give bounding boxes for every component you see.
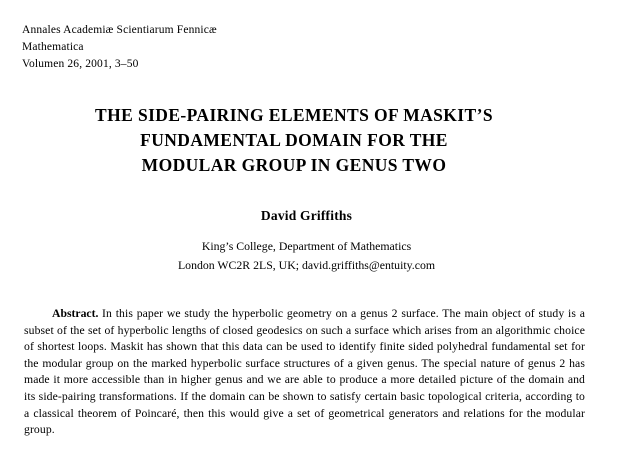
author-affiliation — [22, 237, 591, 275]
abstract-section — [22, 306, 591, 439]
affiliation-line-2: London WC2R 2LS, UK; david.griffiths@entuity.com — [177, 258, 436, 272]
page-title — [22, 103, 591, 178]
journal-volume-line: Volumen 26, 2001, 3–50 — [22, 58, 139, 70]
abstract-label: Abstract. — [52, 307, 99, 320]
journal-name-line-1: Annales Academiæ Scientiarum Fennicæ — [22, 24, 217, 36]
title-line-2: FUNDAMENTAL DOMAIN FOR THE — [140, 130, 448, 150]
title-line-1: THE SIDE-PAIRING ELEMENTS OF MASKIT’S — [95, 105, 493, 125]
journal-header — [22, 22, 591, 73]
author-name: David Griffiths — [260, 208, 353, 223]
abstract-text: In this paper we study the hyperbolic geometry on a genus 2 surface. The main object of study is a subset of the set of hyperbolic lengths of closed geodesics on such a surface which arises from an algorithmic choice of shortest loops. Maskit has shown that this data can be used to identify finite sided polyhedral fundamental set for the modular group on the marked hyperbolic surface structures of a given genus. The special nature of genus 2 has made it more accessible than in higher genus and we are able to produce a more detailed picture of the domain and its side-pairing transformations. If the domain can be shown to satisfy certain basic topological criteria, according to a classical theorem of Poincaré, then this would give a set of geometrical generators and relations for the modular group. — [24, 307, 586, 437]
title-line-3: MODULAR GROUP IN GENUS TWO — [141, 155, 447, 175]
journal-name-line-2: Mathematica — [22, 41, 84, 53]
affiliation-line-1: King’s College, Department of Mathematics — [201, 239, 412, 253]
